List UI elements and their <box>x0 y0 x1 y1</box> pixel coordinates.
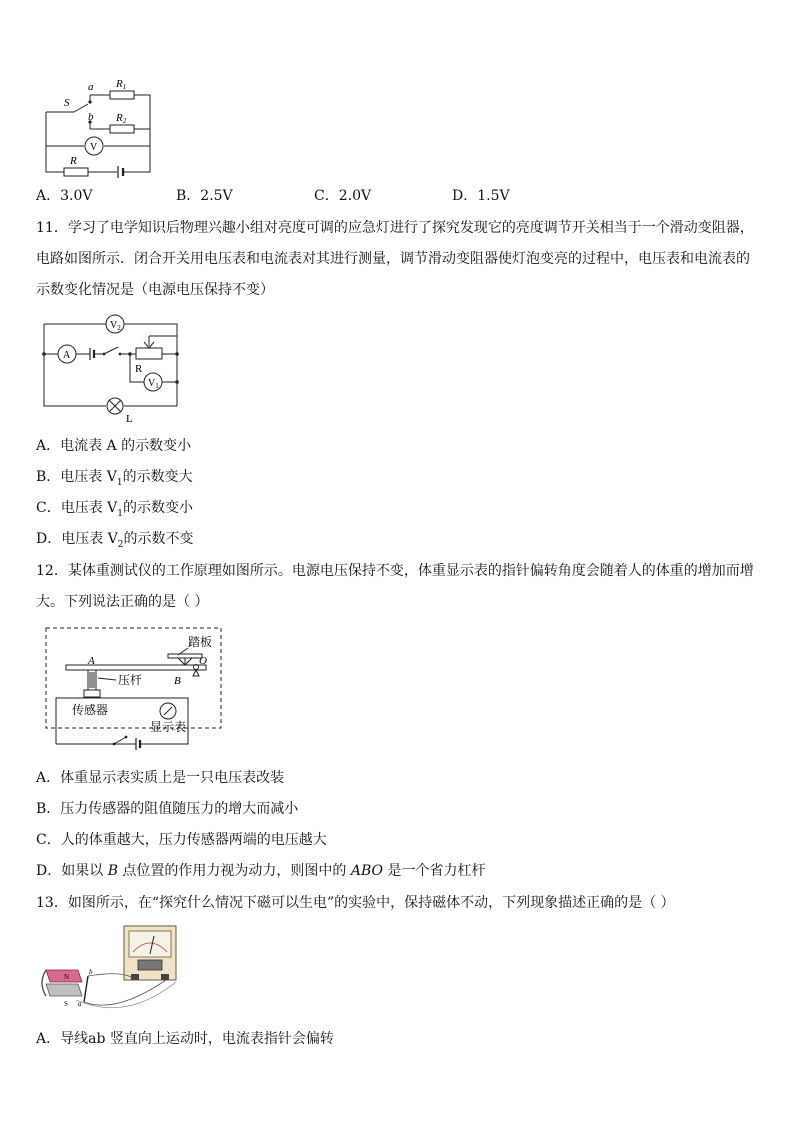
q10-option-c: C．2.0V <box>314 188 372 204</box>
q10-option-b: B．2.5V <box>176 188 233 204</box>
q12-text-line-1: 12．某体重测试仪的工作原理如图所示。电源电压保持不变，体重显示表的指针偏转角度会随着人的体重的增加而增 <box>36 563 754 579</box>
q12-label-pedal: 踏板 <box>188 635 213 649</box>
q11-lamp-label: L <box>126 413 133 424</box>
q11-text-line-3: 示数变化情况是（电源电压保持不变） <box>36 282 274 298</box>
q13-label-a: a <box>78 1000 82 1008</box>
q10-option-d: D．1.5V <box>452 188 510 204</box>
q10-label-r1: R1 <box>116 78 127 91</box>
q12-label-a: A <box>88 655 95 667</box>
q11-voltmeter-v2-label: $V_2$ <box>110 320 121 332</box>
q12-label-o: O <box>199 655 207 667</box>
q10-circuit-diagram <box>38 74 158 180</box>
q13-label-n: N <box>64 973 70 981</box>
q11-circuit-diagram <box>38 312 183 424</box>
q11-rheostat-label: R <box>135 363 143 375</box>
q13-label-s: S <box>64 1000 68 1008</box>
q12-option-d: D．如果以 B 点位置的作用力视为动力，则图中的 ABO 是一个省力杠杆 <box>36 863 486 879</box>
q12-label-b: B <box>174 675 181 687</box>
q12-text-line-2: 大。下列说法正确的是（ ） <box>36 594 209 610</box>
q10-label-r2: R2 <box>116 112 127 125</box>
q10-label-b: b <box>88 111 94 123</box>
q11-ammeter-label: A <box>63 350 71 361</box>
q12-option-a: A．体重显示表实质上是一只电压表改装 <box>36 770 285 786</box>
q12-option-b: B．压力传感器的阻值随压力的增大而减小 <box>36 801 299 817</box>
q11-text-line-2: 电路如图所示．闭合开关用电压表和电流表对其进行测量，调节滑动变阻器使灯泡变亮的过程中，电压表和电流表的 <box>36 251 750 267</box>
q12-label-rod: 压杆 <box>118 673 143 687</box>
q12-option-c: C．人的体重越大，压力传感器两端的电压越大 <box>36 832 327 848</box>
q10-option-a: A．3.0V <box>36 188 93 204</box>
q11-option-d: D．电压表 $V_2$的示数不变 <box>36 531 194 550</box>
q13-text-line-1: 13．如图所示，在“探究什么情况下磁可以生电”的实验中，保持磁体不动，下列现象描述正确的是（ ） <box>36 895 675 911</box>
q11-option-a: A．电流表 A 的示数变小 <box>36 438 192 454</box>
q10-label-r: R <box>70 155 77 167</box>
q11-voltmeter-v1-label: $V_1$ <box>148 378 159 390</box>
q11-option-c: C．电压表 $V_1$的示数变小 <box>36 500 194 519</box>
q12-weighing-device-diagram <box>38 624 228 750</box>
q13-magnetic-induction-diagram <box>36 922 186 1018</box>
q10-voltmeter-label: V <box>90 142 98 153</box>
q13-label-b: b <box>89 968 93 976</box>
q10-label-s: S <box>64 97 70 109</box>
q11-text-line-1: 11．学习了电学知识后物理兴趣小组对亮度可调的应急灯进行了探究发现它的亮度调节开关相当于一个滑动变阻器， <box>36 220 754 236</box>
q13-option-a: A．导线ab 竖直向上运动时，电流表指针会偏转 <box>36 1031 334 1047</box>
q12-label-sensor: 传感器 <box>72 703 109 717</box>
q11-option-b: B．电压表 $V_1$的示数变大 <box>36 469 193 488</box>
q10-label-a: a <box>88 81 94 93</box>
q12-label-display: 显示表 <box>150 720 187 734</box>
